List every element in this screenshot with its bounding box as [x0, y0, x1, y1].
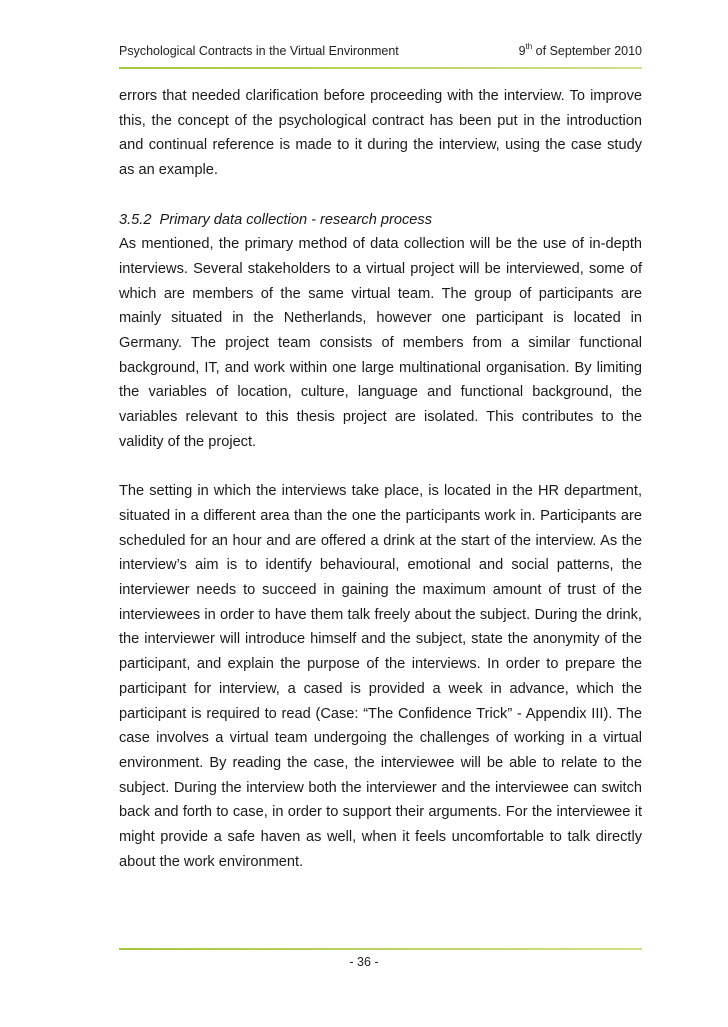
paragraph-gap: [119, 183, 642, 208]
header-date-day: 9: [518, 44, 526, 58]
section-title: Primary data collection - research process: [159, 211, 432, 228]
paragraph-gap: [119, 455, 642, 480]
paragraph-primary-method: As mentioned, the primary method of data collection will be the use of in-depth interviews. Several stakeholders to a virtual project will be interviewed, some of which are members of the same virtual team. The group of participants are mainly situated in the Netherlands, however one participant is located in Germany. The project team consists of members from a similar functional background, IT, and work within one large multinational organisation. By limiting the variables of location, culture, language and functional background, the variables relevant to this thesis project are isolated. This contributes to the validity of the project.: [119, 236, 642, 450]
header-title: Psychological Contracts in the Virtual Environment: [119, 44, 399, 58]
paragraph-intro: errors that needed clarification before proceeding with the interview. To improve this, the concept of the psychological contract has been put in the introduction and continual reference is made to it during the interview, using the case study as an example.: [119, 88, 642, 179]
page-number: - 36 -: [349, 955, 379, 969]
paragraph-interview-setting: The setting in which the interviews take place, is located in the HR department, situated in a different area than the one the participants work in. Participants are scheduled for an hour and are offered a drink at the start of the interview. As the interview’s aim is to identify behavioural, emotional and social patterns, the interviewer needs to succeed in gaining the maximum amount of trust of the interviewees in order to have them talk freely about the subject. During the drink, the interviewer will introduce himself and the subject, state the anonymity of the participant, and explain the purpose of the interviews. In order to prepare the participant for interview, a cased is provided a week in advance, which the participant is required to read (Case: “The Confidence Trick” - Appendix III). The case involves a virtual team undergoing the challenges of working in a virtual environment. By reading the case, the interviewee will be able to relate to the subject. During the interview both the interviewer and the interviewee can switch back and forth to case, in order to support their arguments. For the interviewee it might provide a safe haven as well, when it feels uncomfortable to talk directly about the work environment.: [119, 483, 642, 870]
header-date-rest: of September 2010: [532, 44, 642, 58]
document-body: [119, 84, 642, 874]
section-heading: [119, 208, 642, 233]
section-number: 3.5.2: [119, 211, 152, 228]
header-date-suffix: th: [525, 42, 533, 51]
footer-divider: [119, 948, 642, 950]
page-header: [119, 38, 642, 62]
header-divider: [119, 67, 642, 69]
header-date: [519, 44, 642, 58]
